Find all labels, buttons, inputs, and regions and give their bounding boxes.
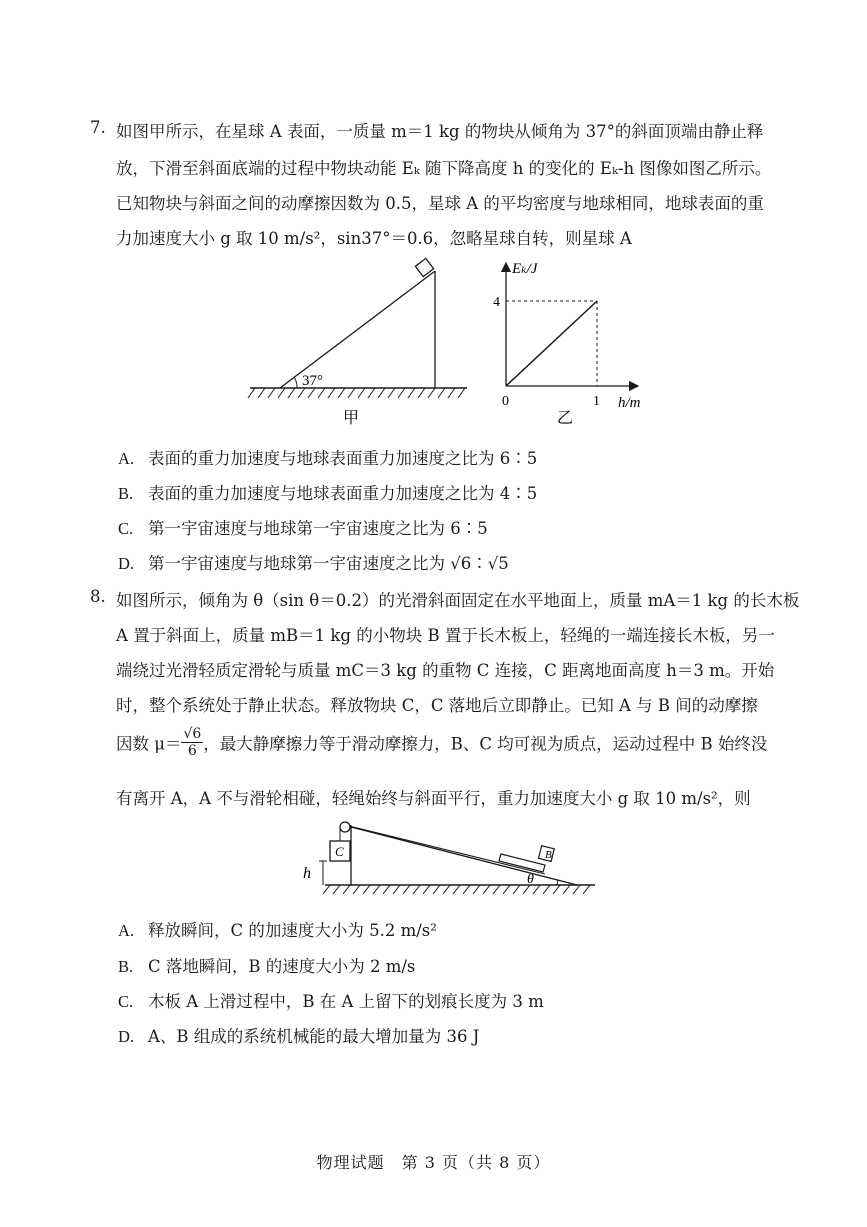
q7-option-c-label: C. [118,519,134,538]
mu-numerator: √6 [183,726,202,742]
mu-prefix: 因数 μ＝ [116,734,182,754]
q7-line-2: 放，下滑至斜面底端的过程中物块动能 Eₖ 随下降高度 h 的变化的 Eₖ-h 图像如图乙所示。 [116,159,772,178]
mu-denominator: 6 [187,743,197,759]
yi-x-axis-label: h/m [618,395,641,411]
yi-y-axis-label: Eₖ/J [512,261,538,277]
q8-line-4: 时，整个系统处于静止状态。释放物块 C，C 落地后立即静止。已知 A 与 B 间的动摩擦 [116,696,758,715]
q8-option-c-text: 木板 A 上滑过程中，B 在 A 上留下的划痕长度为 3 m [148,992,544,1011]
q8-line-5 [116,726,767,759]
q7-option-c[interactable] [118,515,488,539]
yi-y-tick-4: 4 [493,295,500,310]
figure-jia-caption: 甲 [342,410,360,427]
q8-option-c-label: C. [118,992,134,1011]
q8-option-a[interactable] [118,917,437,941]
q8-option-d-text: A、B 组成的系统机械能的最大增加量为 36 J [148,1027,480,1046]
q8-line-6: 有离开 A，A 不与滑轮相碰，轻绳始终与斜面平行，重力加速度大小 g 取 10 m/s²，则 [116,789,751,808]
q7-line-1: 如图甲所示，在星球 A 表面，一质量 m＝1 kg 的物块从倾角为 37°的斜面顶端由静止释 [116,122,764,141]
mu-fraction [181,726,203,759]
q8-option-d-label: D. [118,1027,135,1046]
q7-option-d[interactable] [118,550,509,574]
q7-option-d-label: D. [118,554,135,573]
block-c-label: C [335,844,344,859]
q7-line-4: 力加速度大小 g 取 10 m/s²，sin37°＝0.6，忽略星球自转，则星球 A [116,229,632,248]
height-h-label: h [303,865,311,882]
q8-line-1: 如图所示，倾角为 θ（sin θ＝0.2）的光滑斜面固定在水平地面上，质量 mA＝1 kg 的长木板 [116,591,800,610]
q7-option-b[interactable] [118,480,537,504]
q7-number: 7. [90,118,106,137]
board-a [499,854,545,872]
q7-option-b-text: 表面的重力加速度与地球表面重力加速度之比为 4∶5 [148,484,538,503]
q7-option-b-label: B. [118,484,134,503]
q8-option-b-text: C 落地瞬间，B 的速度大小为 2 m/s [148,957,416,976]
q8-line-2: A 置于斜面上，质量 mB＝1 kg 的小物块 B 置于长木板上，轻绳的一端连接长木板，另一 [116,626,775,645]
q8-option-b[interactable] [118,953,415,977]
page-footer: 物理试题 第 3 页（共 8 页） [316,1153,551,1172]
q8-line-3: 端绕过光滑轻质定滑轮与质量 mC＝3 kg 的重物 C 连接，C 距离地面高度 h＝3 m。开始 [116,661,775,680]
mu-suffix: ，最大静摩擦力等于滑动摩擦力，B、C 均可视为质点，运动过程中 B 始终没 [203,734,768,754]
q8-option-d[interactable] [118,1023,479,1047]
q8-option-a-text: 释放瞬间，C 的加速度大小为 5.2 m/s² [148,921,437,940]
q7-line-3: 已知物块与斜面之间的动摩擦因数为 0.5，星球 A 的平均密度与地球相同，地球表面的重 [116,194,764,213]
angle-37-label: 37° [302,373,323,389]
yi-x-tick-1: 1 [593,394,600,409]
figure-q8-pulley-incline [295,815,605,900]
q7-option-c-text: 第一宇宙速度与地球第一宇宙速度之比为 6∶5 [148,519,488,538]
yi-series-line [506,301,597,386]
q7-option-a[interactable] [118,445,537,469]
q7-option-d-text: 第一宇宙速度与地球第一宇宙速度之比为 √6∶√5 [148,554,509,573]
figure-jia-incline [245,255,475,430]
block-b-label: B [545,849,552,861]
q7-option-a-text: 表面的重力加速度与地球表面重力加速度之比为 6∶5 [148,449,538,468]
yi-origin-label: 0 [502,394,509,409]
q8-option-a-label: A. [118,921,135,940]
q8-option-c[interactable] [118,988,544,1012]
q8-number: 8. [90,587,106,606]
angle-theta-label: θ [527,872,534,887]
figure-yi-caption: 乙 [556,410,574,427]
q7-option-a-label: A. [118,449,135,468]
q8-option-b-label: B. [118,957,134,976]
figure-yi-graph [490,255,660,430]
